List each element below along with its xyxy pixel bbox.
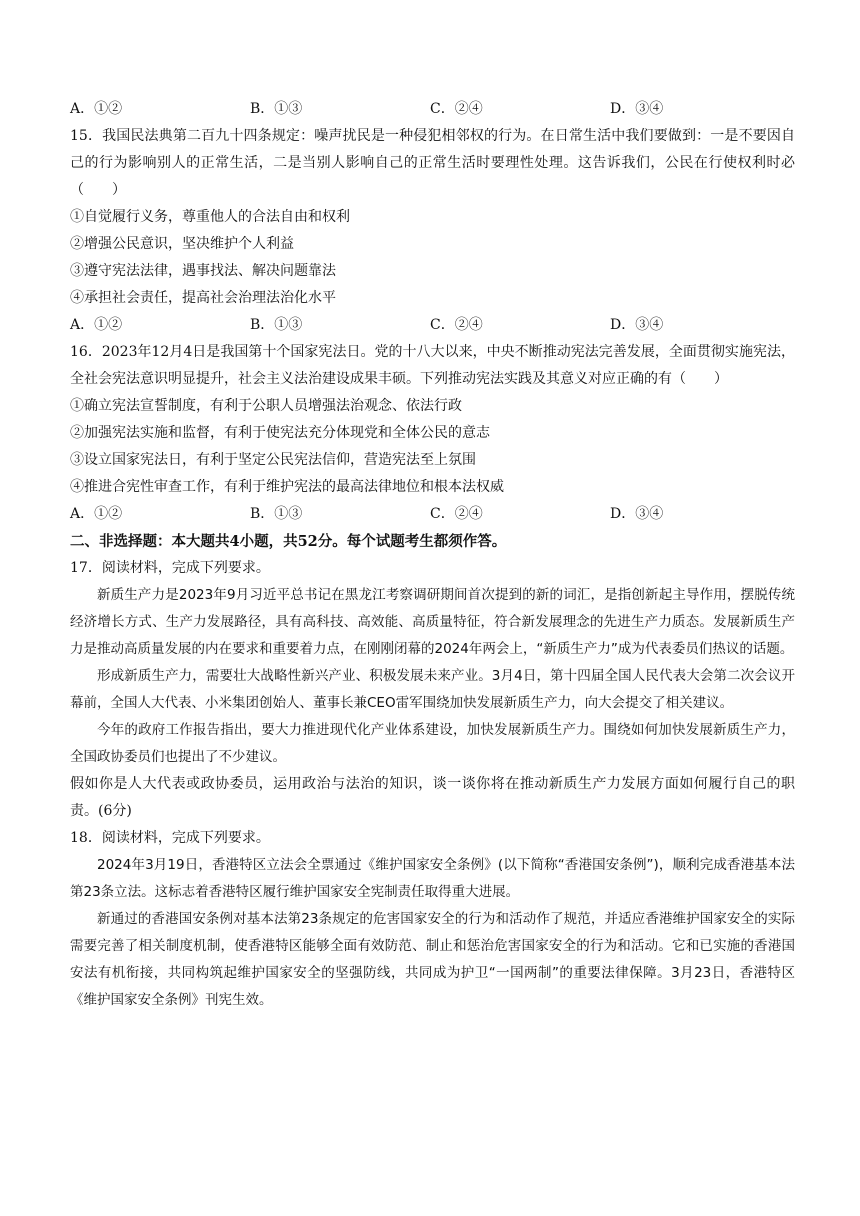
choice-item: ④承担社会责任，提高社会治理法治化水平 xyxy=(70,290,336,306)
choice-item: ②增强公民意识，坚决维护个人利益 xyxy=(70,236,294,252)
option-c: C．②④ xyxy=(430,506,483,522)
choice-item: ②加强宪法实施和监督，有利于使宪法充分体现党和全体公民的意志 xyxy=(70,425,490,441)
question-stem: 15．我国民法典第二百九十四条规定：噪声扰民是一种侵犯相邻权的行为。在日常生活中我们要做到：一是不要因自己的行为影响别人的正常生活，二是当别人影响自己的正常生活时要理性处理。这告诉我们，公民在行使权利时必（ ） xyxy=(70,128,795,198)
option-d: D．③④ xyxy=(610,506,664,522)
question-stem: 18．阅读材料，完成下列要求。 xyxy=(70,830,270,846)
option-b: B．①③ xyxy=(250,506,303,522)
option-a: A．①② xyxy=(70,506,123,522)
question-18 xyxy=(70,825,795,1014)
option-a: A．①② xyxy=(70,101,123,117)
material-paragraph: 今年的政府工作报告指出，要大力推进现代化产业体系建设，加快发展新质生产力。围绕如何加快发展新质生产力，全国政协委员们也提出了不少建议。 xyxy=(70,722,795,765)
exam-page xyxy=(70,96,795,1014)
question-stem: 16．2023年12月4日是我国第十个国家宪法日。党的十八大以来，中央不断推动宪法完善发展，全面贯彻实施宪法，全社会宪法意识明显提升，社会主义法治建设成果丰硕。下列推动宪法实践及其意义对应正确的有（ ） xyxy=(70,344,795,387)
question-16 xyxy=(70,339,795,528)
option-a: A．①② xyxy=(70,317,123,333)
question-stem: 17．阅读材料，完成下列要求。 xyxy=(70,560,270,576)
option-c: C．②④ xyxy=(430,317,483,333)
choice-item: ③遵守宪法法律，遇事找法、解决问题靠法 xyxy=(70,263,336,279)
material-paragraph: 新通过的香港国安条例对基本法第23条规定的危害国家安全的行为和活动作了规范，并适应香港维护国家安全的实际需要完善了相关制度机制，使香港特区能够全面有效防范、制止和惩治危害国家安全的行为和活动。它和已实施的香港国安法有机衔接，共同构筑起维护国家安全的坚强防线，共同成为护卫“一国两制”的重要法律保障。3月23日，香港特区《维护国家安全条例》刊宪生效。 xyxy=(70,911,795,1008)
section-title: 二、非选择题：本大题共4小题，共52分。每个试题考生都须作答。 xyxy=(70,533,507,550)
q14-options xyxy=(70,96,795,123)
option-c: C．②④ xyxy=(430,101,483,117)
question-17 xyxy=(70,555,795,825)
question-15 xyxy=(70,123,795,339)
choice-item: ④推进合宪性审查工作，有利于维护宪法的最高法律地位和根本法权威 xyxy=(70,479,504,495)
choice-item: ③设立国家宪法日，有利于坚定公民宪法信仰，营造宪法至上氛围 xyxy=(70,452,476,468)
option-b: B．①③ xyxy=(250,101,303,117)
option-b: B．①③ xyxy=(250,317,303,333)
q16-options xyxy=(70,501,795,528)
material-paragraph: 形成新质生产力，需要壮大战略性新兴产业、积极发展未来产业。3月4日，第十四届全国人民代表大会第二次会议开幕前，全国人大代表、小米集团创始人、董事长兼CEO雷军围绕加快发展新质生产力，向大会提交了相关建议。 xyxy=(70,668,795,711)
option-d: D．③④ xyxy=(610,101,664,117)
q15-options xyxy=(70,312,795,339)
material-paragraph: 新质生产力是2023年9月习近平总书记在黑龙江考察调研期间首次提到的新的词汇，是指创新起主导作用，摆脱传统经济增长方式、生产力发展路径，具有高科技、高效能、高质量特征，符合新发展理念的先进生产力质态。发展新质生产力是推动高质量发展的内在要求和重要着力点，在刚刚闭幕的2024年两会上，“新质生产力”成为代表委员们热议的话题。 xyxy=(70,587,795,657)
material-paragraph: 2024年3月19日，香港特区立法会全票通过《维护国家安全条例》(以下简称“香港国安条例”)，顺利完成香港基本法第23条立法。这标志着香港特区履行维护国家安全宪制责任取得重大进展。 xyxy=(70,857,795,900)
question-prompt: 假如你是人大代表或政协委员，运用政治与法治的知识，谈一谈你将在推动新质生产力发展方面如何履行自己的职责。(6分) xyxy=(70,776,795,819)
choice-item: ①自觉履行义务，尊重他人的合法自由和权利 xyxy=(70,209,350,225)
option-d: D．③④ xyxy=(610,317,664,333)
choice-item: ①确立宪法宣誓制度，有利于公职人员增强法治观念、依法行政 xyxy=(70,398,462,414)
